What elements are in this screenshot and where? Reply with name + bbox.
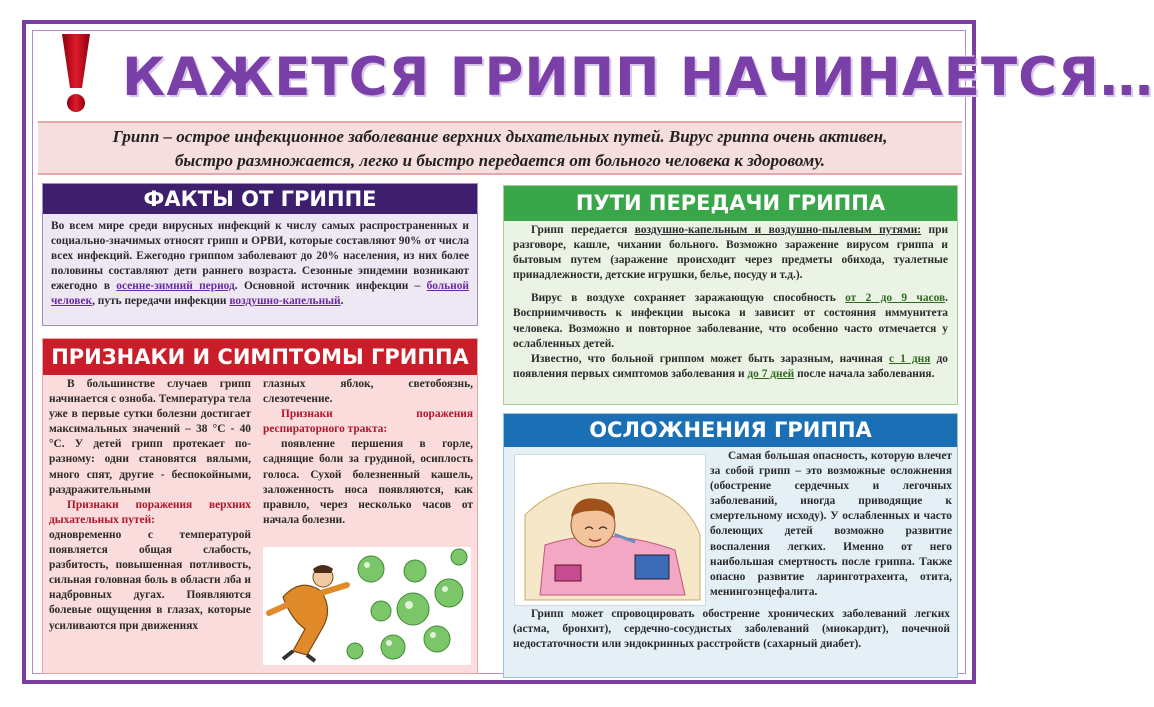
intro-line-1: Грипп – острое инфекционное заболевание верхних дыхательных путей. Вирус гриппа очень активен, (112, 127, 888, 146)
link-sick-person[interactable]: больной человек (51, 280, 469, 308)
facts-text-part: . Основной источник инфекции – (234, 280, 427, 293)
text-part: после начала заболевания. (794, 367, 935, 380)
intro-line-2: быстро размножается, легко и быстро передается от больного человека к здоровому. (174, 151, 826, 170)
exclamation-icon (58, 32, 94, 114)
transmission-p2 (513, 291, 948, 351)
intro-banner (38, 121, 962, 175)
complications-panel (503, 413, 958, 678)
transmission-panel (503, 185, 958, 405)
respiratory-subheading: Признаки поражения респираторного тракта: (263, 408, 473, 436)
facts-panel (42, 183, 478, 326)
complications-p1: Самая большая опасность, которую влечет за собой грипп – это возможные осложнения (обострение сердечных и легочных заболеваний, иногда приводящие к смертельному исходу). У ослабленных и часто болеющих детей возможно развитие воспаления легких. Именно от него наибольшая смертность после гриппа. Также опасно развитие ларинготрахеита, отита, менингоэнцефалита. (710, 450, 952, 598)
link-airborne-dust[interactable]: воздушно-капельным и воздушно-пылевым путями: (634, 224, 922, 236)
symptoms-panel (42, 338, 478, 674)
transmission-p3 (513, 352, 948, 382)
link-2-9-hours[interactable]: от 2 до 9 часов (845, 292, 946, 305)
complications-header: ОСЛОЖНЕНИЯ ГРИППА (504, 414, 957, 447)
transmission-p1 (513, 223, 948, 283)
text-part: Известно, что больной гриппом может быть заразным, начиная (531, 352, 889, 365)
text-part: Вирус в воздухе сохраняет заражающую способность (531, 292, 846, 305)
transmission-text (504, 221, 957, 382)
text-part: до появления первых симптомов заболевания и (513, 352, 948, 380)
facts-text-part: . (340, 295, 344, 308)
facts-text-part: Во всем мире среди вирусных инфекций к числу самых распространенных и социально-значимых относят грипп и ОРВИ, которые составляют 90% от числа всех инфекций. Ежегодно гриппом заболевают до 20% населения, из них более половины составляют дети раннего возраста. Сезонные эпидемии возникают ежегодно в (51, 220, 469, 293)
link-from-day-1[interactable]: с 1 дня (888, 352, 931, 365)
text-part: . Восприимчивость к инфекции высока и зависит от состояния иммунитета человека. Возможно и повторное заболевание, что особенно часто отмечается у ослабленных детей. (513, 292, 948, 350)
symptoms-left-column (49, 377, 251, 634)
link-autumn-winter[interactable]: осенне-зимний период (116, 280, 235, 293)
text-part: Грипп передается (531, 224, 635, 236)
symptoms-right-column (263, 377, 473, 528)
text-part: при разговоре, кашле, чихании больного. Возможно заражение вирусом гриппа и бытовым путем (заражение происходит через предметы обихода, туалетные принадлежности, детские игрушки, белье, посуду и т.д.). (513, 224, 949, 282)
link-airborne[interactable]: воздушно-капельный (229, 295, 341, 308)
upper-airways-subheading: Признаки поражения верхних дыхательных путей: (49, 498, 251, 526)
page-title: КАЖЕТСЯ ГРИПП НАЧИНАЕТСЯ… (122, 47, 1154, 108)
sick-child-illustration (514, 454, 706, 606)
facts-text (43, 214, 477, 310)
symptoms-header: ПРИЗНАКИ И СИМПТОМЫ ГРИППА (43, 339, 477, 375)
transmission-header: ПУТИ ПЕРЕДАЧИ ГРИППА (504, 186, 957, 221)
facts-text-part: , путь передачи инфекции (92, 295, 230, 308)
upper-airways-text: одновременно с температурой появляется общая слабость, разбитость, повышенная потливость, сильная головная боль в области лба и надбровных дугах. Появляются болевые ощущения в глазах, которые усиливаются при движениях (49, 528, 251, 632)
symptoms-continued: глазных яблок, светобоязнь, слезотечение. (263, 378, 473, 406)
facts-header: ФАКТЫ ОТ ГРИППЕ (43, 184, 477, 214)
link-up-to-7-days[interactable]: до 7 дней (747, 367, 795, 380)
respiratory-text: появление першения в горле, саднящие боли за грудиной, осиплость голоса. Сухой болезненный кашель, заложенность носа появляются, как правило, через несколько часов от начала болезни. (263, 438, 473, 526)
complications-p2: Грипп может спровоцировать обострение хронических заболеваний легких (астма, бронхит), сердечно-сосудистых заболеваний (миокардит), почечной недостаточности или эндокринных расстройств (сахарный диабет). (513, 608, 950, 651)
virus-illustration (263, 547, 471, 665)
complications-footer-text (513, 607, 950, 652)
complications-text (710, 449, 952, 600)
symptoms-intro: В большинстве случаев грипп начинается с озноба. Температура тела уже в первые сутки болезни достигает максимальных значений – 38 °С - 40 °С. У детей грипп протекает по-разному: одни становятся вялыми, много спят, другие - беспокойными, раздражительными (49, 378, 251, 496)
